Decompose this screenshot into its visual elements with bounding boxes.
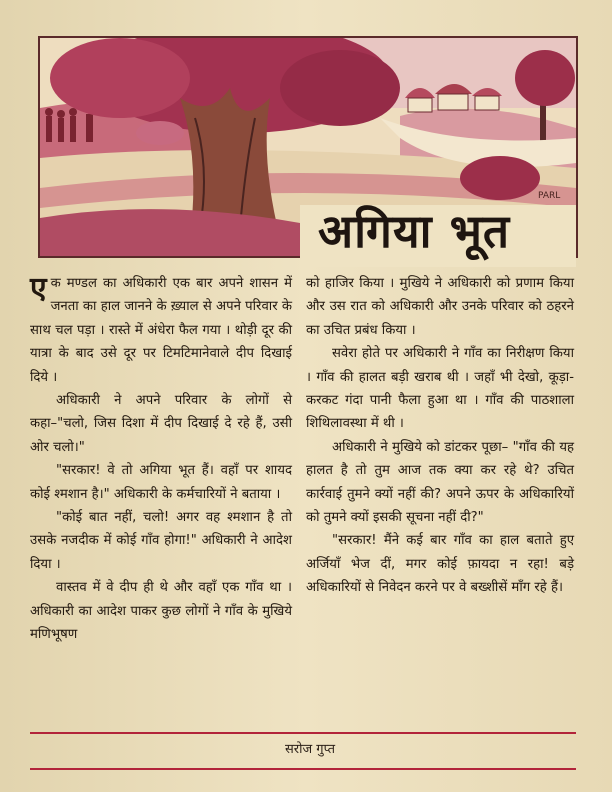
paragraph: "सरकार! वे तो अगिया भूत हैं। वहाँ पर शायद कोई श्मशान है।" अधिकारी के कर्मचारियों ने बताया । [30,463,292,502]
paragraph-text: क मण्डल का अधिकारी एक बार अपने शासन में जनता का हाल जानने के ख़्याल से अपने परिवार के साथ चल पड़ा । रास्ते में अंधेरा फैल गया । थोड़ी दूर की यात्रा के बाद उसे दूर पर टिमटिमानेवाले दीप दिखाई दिये । [30,276,292,385]
paragraph: को हाजिर किया । मुखिये ने अधिकारी को प्रणाम किया और उस रात को अधिकारी और उनके परिवार को ठहरने का उचित प्रबंध किया । [306,276,574,338]
paragraph: अधिकारी ने मुखिये को डांटकर पूछा– "गाँव की यह हालत है तो तुम आज तक क्या कर रहे थे? उचित कार्रवाई तुमने क्यों नहीं की? अपने ऊपर के अधिकारियों को तुमने क्यों इसकी सूचना नहीं दी?" [306,439,574,526]
village-huts [405,84,502,112]
paragraph: "सरकार! मैंने कई बार गाँव का हाल बताते हुए अर्जियाँ भेज दीं, मगर कोई फ़ायदा न रहा! बड़े अधिकारियों से निवेदन करने पर वे बख्शीसें माँग रहे हैं। [306,533,574,596]
artist-signature: PARL [538,191,561,201]
right-column [306,272,574,600]
footer-rule-bottom [30,768,576,770]
paragraph: अधिकारी ने अपने परिवार के लोगों से कहा–"चलो, जिस दिशा में दीप दिखाई दे रहे हैं, उसी ओर चलो।" [30,393,292,455]
author-name: सरोज गुप्त [285,742,335,757]
paragraph: वास्तव में वे दीप ही थे और वहाँ एक गाँव था । अधिकारी का आदेश पाकर कुछ लोगों ने गाँव के मुखिये मणिभूषण [30,580,292,643]
paragraph: "कोई बात नहीं, चलो! अगर वह श्मशान है तो उसके नजदीक में कोई गाँव होगा!" अधिकारी ने आदेश दिया । [30,510,292,572]
story-title: अगिया भूत [318,204,511,258]
footer-rule-top [30,732,576,734]
paragraph: सवेरा होते पर अधिकारी ने गाँव का निरीक्षण किया । गाँव की हालत बड़ी खराब थी । जहाँ भी देखो, कूड़ा-करकट गंदा पानी फैला हुआ था । गाँव की पाठशाला शिथिलावस्था में थी । [306,346,574,432]
drop-cap: ए [30,271,47,306]
paragraph [30,272,292,389]
left-column [30,272,292,647]
